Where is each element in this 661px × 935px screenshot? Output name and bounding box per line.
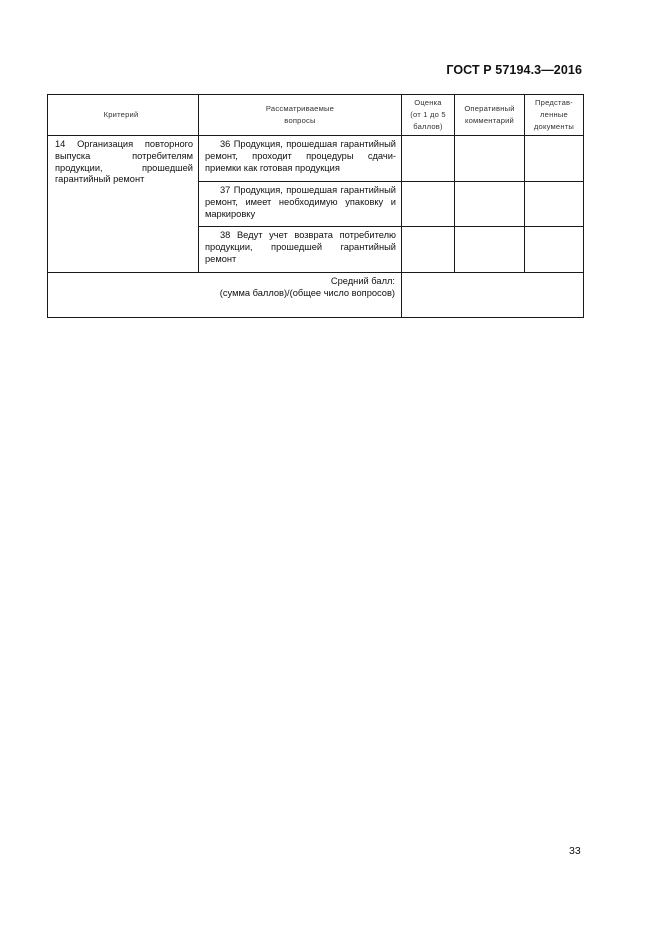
question-text: 36 Продукция, прошедшая гарантийный ремонт, проходит процедуры сдачи-приемки как готовая продукция — [205, 139, 396, 173]
average-score-row — [48, 273, 584, 318]
page-number: 33 — [569, 845, 581, 857]
criterion-cell: 14 Организация повторного выпуска потребителям продукции, прошедшей гарантийный ремонт — [48, 136, 199, 273]
comment-cell[interactable] — [455, 182, 525, 227]
average-score-value-cell[interactable] — [402, 273, 584, 318]
comment-cell[interactable] — [455, 227, 525, 273]
standard-designation: ГОСТ Р 57194.3—2016 — [446, 63, 582, 77]
average-score-label: Средний балл: (сумма баллов)/(общее число вопросов) — [48, 273, 402, 318]
question-cell — [199, 182, 402, 227]
column-header-criterion: Критерий — [48, 95, 199, 136]
question-cell — [199, 227, 402, 273]
question-text: 37 Продукция, прошедшая гарантийный ремонт, имеет необходимую упаковку и маркировку — [205, 185, 396, 219]
column-header-questions: Рассматриваемые вопросы — [199, 95, 402, 136]
score-cell[interactable] — [402, 182, 455, 227]
table-header-row — [48, 95, 584, 136]
question-text: 38 Ведут учет возврата потребителю продукции, прошедшей гарантийный ремонт — [205, 230, 396, 264]
comment-cell[interactable] — [455, 136, 525, 182]
score-cell[interactable] — [402, 227, 455, 273]
assessment-table — [47, 94, 584, 318]
documents-cell[interactable] — [525, 227, 584, 273]
table-row — [48, 136, 584, 182]
documents-cell[interactable] — [525, 136, 584, 182]
column-header-score: Оценка (от 1 до 5 баллов) — [402, 95, 455, 136]
column-header-documents: Представ- ленные документы — [525, 95, 584, 136]
score-cell[interactable] — [402, 136, 455, 182]
question-cell — [199, 136, 402, 182]
column-header-comment: Оперативный комментарий — [455, 95, 525, 136]
documents-cell[interactable] — [525, 182, 584, 227]
